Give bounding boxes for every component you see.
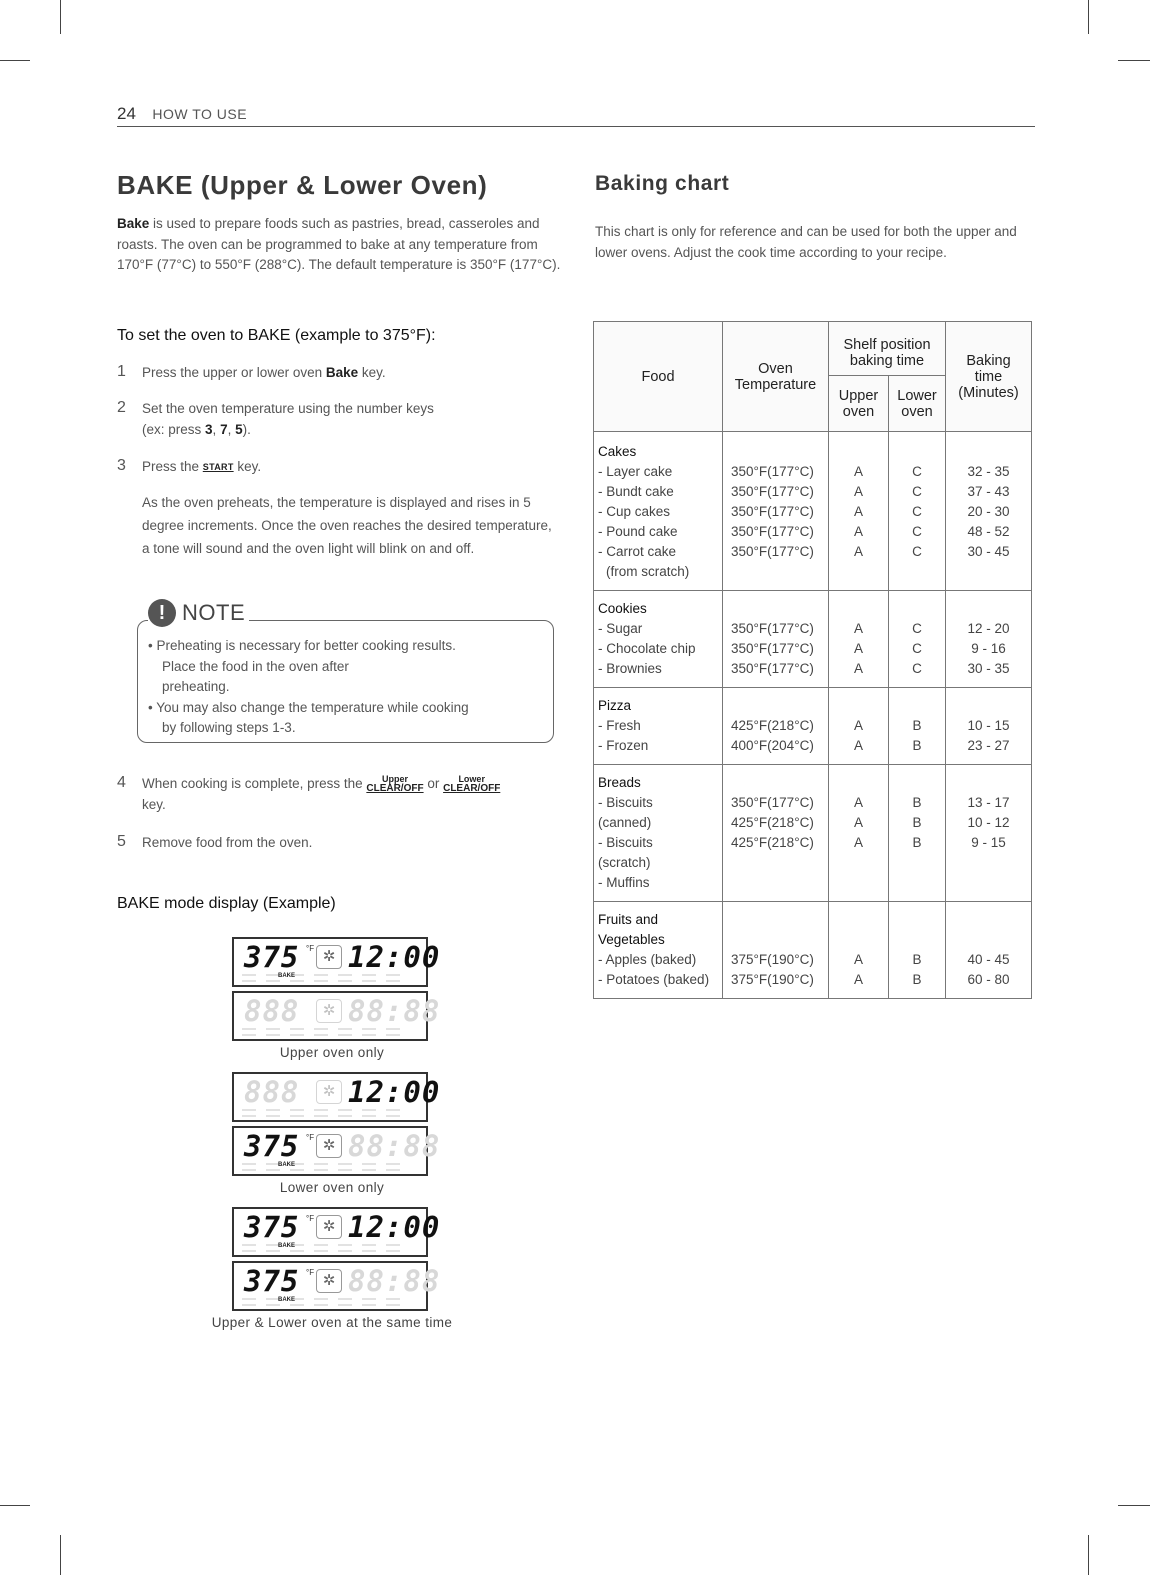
upper-cell [829, 765, 889, 902]
shelf-value: A [853, 621, 863, 636]
food-item: - Chocolate chip [598, 641, 696, 656]
key-top-label: Upper [381, 774, 408, 784]
bake-indicator: BAKE [278, 973, 296, 979]
step-text: When cooking is complete, press the [142, 776, 367, 791]
key-bottom-label: CLEAR/OFF [443, 783, 501, 794]
clock-readout: 88:88 [348, 1129, 441, 1163]
shelf-value: A [853, 952, 863, 967]
header-line: Oven [758, 360, 793, 377]
header-lower-oven [889, 376, 946, 432]
indicator-row [242, 1115, 420, 1119]
food-item: - Apples (baked) [598, 952, 697, 967]
category-label: Cookies [598, 601, 647, 616]
food-item: - Layer cake [598, 464, 673, 479]
temp-value: 350°F(177°C) [731, 641, 814, 656]
time-value: 60 - 80 [967, 972, 1010, 987]
temp-readout: 888 [244, 1075, 300, 1109]
note-line: Place the food in the oven after [162, 658, 349, 674]
shelf-value: A [853, 464, 863, 479]
crop-mark [1088, 1535, 1089, 1575]
shelf-value: A [853, 815, 863, 830]
header-upper-oven [829, 376, 889, 432]
food-cell [594, 591, 723, 688]
shelf-value: C [912, 464, 922, 479]
step-4 [117, 773, 562, 815]
step-number: 5 [117, 833, 126, 850]
header-line: Lower [897, 387, 937, 404]
step-text: Press the [142, 459, 203, 474]
lower-cell [889, 591, 946, 688]
header-oven-temp [723, 322, 829, 432]
deg-indicator: °F [306, 944, 315, 953]
note-line: by following steps 1-3. [162, 720, 296, 735]
baking-chart-title: Baking chart [595, 172, 730, 195]
crop-mark [60, 1535, 61, 1575]
temp-value: 350°F(177°C) [731, 661, 814, 676]
table-row-breads [594, 765, 1032, 902]
page-header [117, 104, 1035, 127]
shelf-value: B [912, 972, 922, 987]
food-item: - Muffins [598, 875, 650, 890]
step-text: ). [242, 422, 251, 437]
start-key: START [202, 462, 234, 472]
shelf-value: C [912, 641, 922, 656]
food-item: - Sugar [598, 621, 643, 636]
clock-readout: 88:88 [348, 994, 441, 1028]
time-cell [946, 591, 1032, 688]
food-item: - Carrot cake [598, 544, 677, 559]
header-line: baking time [849, 353, 925, 369]
indicator-row [242, 1034, 420, 1038]
upper-cell [829, 432, 889, 591]
key-top-label: Lower [458, 774, 485, 784]
shelf-value: A [853, 972, 863, 987]
header-line: Upper [838, 387, 879, 404]
key-bottom-label: CLEAR/OFF [366, 783, 424, 794]
food-item: - Biscuits [598, 835, 653, 850]
step-1 [117, 362, 562, 383]
category-label: Fruits and [598, 912, 659, 927]
note-line: preheating. [162, 679, 230, 694]
temp-readout: 375 [244, 940, 300, 974]
step-3-detail: As the oven preheats, the temperature is displayed and rises in 5 degree increments. Once the oven reaches the desired temperature, a tone will sound and the oven light will blink on and off. [142, 495, 552, 556]
upper-cell [829, 591, 889, 688]
food-cell [594, 688, 723, 765]
time-value: 40 - 45 [967, 952, 1010, 967]
shelf-value: B [912, 815, 922, 830]
number-key: 7 [220, 422, 228, 437]
step-2 [117, 398, 562, 440]
category-label: Pizza [598, 698, 632, 713]
upper-display [232, 1207, 441, 1257]
upper-cell [829, 902, 889, 999]
food-item: - Bundt cake [598, 484, 674, 499]
note-label: NOTE [182, 600, 246, 625]
temp-value: 350°F(177°C) [731, 795, 814, 810]
temp-readout: 888 [244, 994, 300, 1028]
note-line: • You may also change the temperature while cooking [148, 699, 469, 715]
food-item: - Cup cakes [598, 504, 671, 519]
convection-fan-icon: ✲ [316, 1269, 342, 1293]
food-cell [594, 902, 723, 999]
deg-indicator: °F [306, 1133, 315, 1142]
shelf-value: C [912, 661, 922, 676]
temp-value: 425°F(218°C) [731, 815, 814, 830]
shelf-value: B [912, 795, 922, 810]
header-line: oven [901, 403, 933, 420]
clock-readout: 12:00 [348, 1210, 441, 1244]
food-item: (canned) [598, 815, 652, 830]
temp-cell [723, 432, 829, 591]
display-caption: Upper & Lower oven at the same time [211, 1315, 453, 1330]
convection-fan-icon: ✲ [316, 1134, 342, 1158]
time-cell [946, 765, 1032, 902]
display-examples [211, 937, 453, 1342]
shelf-value: A [853, 544, 863, 559]
crop-mark [1118, 1505, 1150, 1506]
shelf-value: B [912, 835, 922, 850]
note-box [137, 600, 554, 743]
display-heading: BAKE mode display (Example) [117, 895, 336, 912]
time-value: 9 - 16 [971, 641, 1006, 656]
header-line: Baking [966, 352, 1011, 369]
indicator-row [242, 980, 420, 984]
food-item: (scratch) [598, 855, 651, 870]
indicator-row [242, 1298, 420, 1302]
header-line: oven [842, 403, 875, 420]
number-key: 3 [205, 422, 213, 437]
note-header [148, 599, 249, 627]
table-row-pizza [594, 688, 1032, 765]
step-text: key. [233, 459, 262, 474]
lower-cell [889, 902, 946, 999]
bake-indicator: BAKE [278, 1162, 296, 1168]
shelf-value: B [912, 718, 922, 733]
step-text: Remove food from the oven. [142, 835, 313, 850]
separator: , [212, 422, 221, 437]
time-value: 32 - 35 [967, 464, 1010, 479]
header-shelf-position [829, 322, 946, 376]
lower-display [232, 1126, 441, 1176]
food-item: - Pound cake [598, 524, 678, 539]
deg-indicator: °F [306, 1214, 315, 1223]
header-line: (Minutes) [958, 384, 1019, 401]
shelf-value: A [853, 835, 863, 850]
header-baking-time [946, 322, 1032, 432]
indicator-row [242, 974, 420, 978]
header-food: Food [594, 322, 723, 432]
lower-display [232, 991, 441, 1041]
time-cell [946, 902, 1032, 999]
shelf-value: A [853, 484, 863, 499]
indicator-row [242, 1169, 420, 1173]
category-label: Cakes [598, 444, 637, 459]
time-value: 48 - 52 [967, 524, 1010, 539]
section-title: HOW TO USE [152, 106, 248, 122]
food-item: (from scratch) [606, 564, 690, 579]
header-line: Shelf position [843, 337, 931, 353]
time-value: 37 - 43 [967, 484, 1010, 499]
shelf-value: A [853, 738, 863, 753]
note-body [148, 636, 543, 739]
step-3 [117, 456, 562, 560]
crop-mark [1118, 60, 1150, 61]
shelf-value: A [853, 661, 863, 676]
convection-fan-icon: ✲ [316, 999, 342, 1023]
temp-cell [723, 688, 829, 765]
step-number: 4 [117, 774, 126, 791]
page-number: 24 [117, 104, 136, 123]
upper-clear-off-key [366, 775, 423, 793]
temp-value: 350°F(177°C) [731, 544, 814, 559]
time-cell [946, 688, 1032, 765]
food-cell [594, 432, 723, 591]
food-item: - Potatoes (baked) [598, 972, 710, 987]
display-caption: Upper oven only [279, 1045, 385, 1060]
clock-readout: 12:00 [348, 940, 441, 974]
time-cell [946, 432, 1032, 591]
clock-readout: 12:00 [348, 1075, 441, 1109]
header-line: Temperature [734, 376, 817, 393]
temp-value: 350°F(177°C) [731, 524, 814, 539]
step-number: 3 [117, 457, 126, 474]
food-item: - Frozen [598, 738, 649, 753]
temp-value: 350°F(177°C) [731, 464, 814, 479]
header-line: time [974, 368, 1003, 385]
step-number: 2 [117, 399, 126, 416]
shelf-value: B [912, 952, 922, 967]
food-item: - Biscuits [598, 795, 653, 810]
crop-mark [60, 0, 61, 34]
temp-cell [723, 591, 829, 688]
crop-mark [1088, 0, 1089, 34]
convection-fan-icon: ✲ [316, 1215, 342, 1239]
time-value: 10 - 15 [967, 718, 1010, 733]
time-value: 10 - 12 [967, 815, 1010, 830]
temp-value: 350°F(177°C) [731, 504, 814, 519]
step-text: Press the upper or lower oven [142, 365, 326, 380]
lower-display [232, 1261, 441, 1311]
table-row-cakes [594, 432, 1032, 591]
time-value: 20 - 30 [967, 504, 1010, 519]
shelf-value: C [912, 504, 922, 519]
bake-key: Bake [325, 365, 359, 380]
food-item: - Fresh [598, 718, 641, 733]
number-key: 5 [235, 422, 243, 437]
bake-title: BAKE (Upper & Lower Oven) [117, 170, 488, 200]
shelf-value: A [853, 641, 863, 656]
upper-display [232, 1072, 441, 1122]
temp-value: 400°F(204°C) [731, 738, 814, 753]
bake-key-word: Bake [117, 216, 150, 231]
time-value: 12 - 20 [967, 621, 1010, 636]
time-value: 9 - 15 [971, 835, 1006, 850]
indicator-row [242, 1028, 420, 1032]
lower-cell [889, 432, 946, 591]
time-value: 13 - 17 [967, 795, 1010, 810]
bake-intro-text: is used to prepare foods such as pastries, bread, casseroles and roasts. The oven can be programmed to bake at any temperature from 170°F (77°C) to 550°F (288°C). The default temperature is 350°F (177°C). [117, 216, 561, 272]
temp-cell [723, 902, 829, 999]
step-text: or [423, 776, 444, 791]
clock-readout: 88:88 [348, 1264, 441, 1298]
temp-value: 375°F(190°C) [731, 952, 814, 967]
convection-fan-icon: ✲ [316, 945, 342, 969]
step-text: key. [358, 365, 386, 380]
temp-readout: 375 [244, 1210, 300, 1244]
shelf-value: C [912, 484, 922, 499]
time-value: 23 - 27 [967, 738, 1010, 753]
indicator-row [242, 1109, 420, 1113]
baking-chart-table [593, 321, 1032, 999]
shelf-value: C [912, 524, 922, 539]
deg-indicator: °F [306, 1268, 315, 1277]
time-value: 30 - 45 [967, 544, 1010, 559]
temp-value: 350°F(177°C) [731, 621, 814, 636]
time-value: 30 - 35 [967, 661, 1010, 676]
step-text: (ex: press [142, 422, 206, 437]
convection-fan-icon: ✲ [316, 1080, 342, 1104]
lower-cell [889, 765, 946, 902]
baking-chart-intro: This chart is only for reference and can be used for both the upper and lower ovens. Adjust the cook time according to your recipe. [595, 224, 1017, 260]
temp-readout: 375 [244, 1129, 300, 1163]
lower-cell [889, 688, 946, 765]
shelf-value: C [912, 544, 922, 559]
set-bake-heading: To set the oven to BAKE (example to 375°F): [117, 327, 436, 344]
step-text: Set the oven temperature using the number keys [142, 401, 434, 416]
note-line: • Preheating is necessary for better cooking results. [148, 638, 456, 653]
shelf-value: A [853, 524, 863, 539]
display-caption: Lower oven only [279, 1180, 385, 1195]
table-row-cookies [594, 591, 1032, 688]
food-cell [594, 765, 723, 902]
temp-value: 425°F(218°C) [731, 718, 814, 733]
food-item: - Brownies [598, 661, 662, 676]
separator: , [227, 422, 236, 437]
shelf-value: B [912, 738, 922, 753]
bake-indicator: BAKE [278, 1243, 296, 1249]
indicator-row [242, 1250, 420, 1254]
category-label: Breads [598, 775, 641, 790]
category-label: Vegetables [598, 932, 665, 947]
exclamation-icon: ! [148, 599, 176, 627]
indicator-row [242, 1244, 420, 1248]
table-row-fruits-vegetables [594, 902, 1032, 999]
bake-intro [117, 214, 562, 276]
crop-mark [0, 60, 30, 61]
indicator-row [242, 1304, 420, 1308]
step-number: 1 [117, 363, 126, 380]
lower-clear-off-key [443, 775, 500, 793]
shelf-value: A [853, 718, 863, 733]
shelf-value: A [853, 504, 863, 519]
upper-cell [829, 688, 889, 765]
crop-mark [0, 1505, 30, 1506]
temp-readout: 375 [244, 1264, 300, 1298]
shelf-value: C [912, 621, 922, 636]
indicator-row [242, 1163, 420, 1167]
temp-value: 375°F(190°C) [731, 972, 814, 987]
temp-cell [723, 765, 829, 902]
shelf-value: A [853, 795, 863, 810]
bake-indicator: BAKE [278, 1297, 296, 1303]
upper-display [232, 937, 441, 987]
step-text: key. [142, 797, 166, 812]
temp-value: 425°F(218°C) [731, 835, 814, 850]
temp-value: 350°F(177°C) [731, 484, 814, 499]
step-5 [117, 832, 562, 853]
